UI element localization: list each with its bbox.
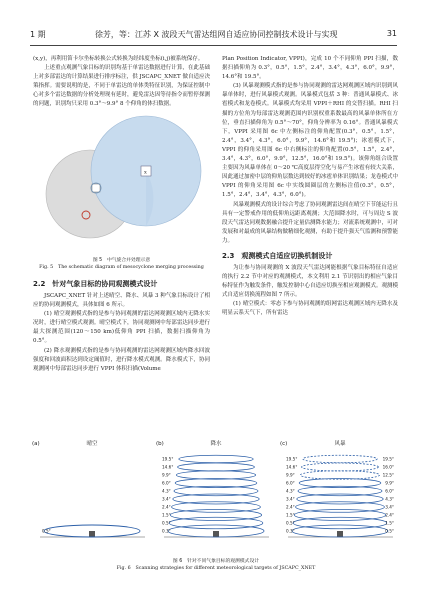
elevation-label: 1.5° <box>162 512 171 518</box>
elevation-label-left: 14.6° <box>286 464 298 470</box>
scan-ring <box>179 455 253 463</box>
elevation-label: 9.9° <box>162 472 171 478</box>
elevation-label: 0.3° <box>162 528 171 534</box>
scan-ring <box>300 471 379 480</box>
elevation-label-left: 19.5° <box>286 456 298 462</box>
section-heading-2-3: 2.3 观测模式自适应切换机制设计 <box>222 251 333 260</box>
elevation-label: 4.3° <box>162 488 171 494</box>
scan-ring <box>176 471 255 480</box>
panel-label: (b) <box>156 441 164 447</box>
radar-site-icon <box>213 531 219 537</box>
scan-ring <box>178 463 255 471</box>
panel-label: (a) <box>32 441 40 447</box>
header-rule <box>30 45 397 46</box>
panel-title: 降水 <box>210 441 222 447</box>
radar-site-icon <box>89 531 95 537</box>
page-number: 31 <box>386 29 397 38</box>
elevation-label-right: 1.5° <box>385 520 394 526</box>
elevation-label-right: 6.0° <box>385 488 394 494</box>
scan-ring <box>169 517 263 529</box>
paragraph: 为让参与协同观测的 X 波段天气雷达网能根据气象目标特征自适应的执行 2.2 节中对应的观测模式，本文利用 2.1 节识别出的相应气象目标特征作为触发条件，触发控制中心自适应切换至相应观测模式。观测模式自适应切换流程如图 7 所示。 <box>222 264 399 299</box>
figure-6 <box>30 437 402 555</box>
paragraph: 上述重点观测气象目标的识别均基于单雷达数据进行计算，在此基础上对多部雷达的计算结果进行排序标注，供 JSCAPC_XNET 做自适应决策指挥。需要说明的是，不同于单雷达的单体类特征识别，为保证控制中心对多个雷达数据的分析处理现有延时，避免雷达因等待指令而暂停探测的问题，识别均只采用 0.3°～9.9° 8 个仰角的体扫数据。 <box>33 65 210 108</box>
section-heading-2-2: 2.2 针对气象目标的协同观测模式设计 <box>33 280 158 288</box>
figure-5 <box>34 111 206 253</box>
elevation-label-right: 0.5° <box>385 528 394 534</box>
paragraph: (x,y)，再利用笛卡尔坐标转换公式转换为经纬度坐标(i,j)被系统保存。 <box>33 56 204 62</box>
figure-5-caption-en: Fig. 5 The schematic diagram of mesocyclone merging processing <box>39 265 204 270</box>
scan-ring <box>303 455 377 463</box>
elevation-label-left: 6.0° <box>286 480 295 486</box>
elevation-label-right: 4.3° <box>385 496 394 502</box>
panel-title: 风暴 <box>334 441 346 447</box>
svg-text:x: x <box>144 169 147 176</box>
figure-6-caption-zh: 图 6 针对不同气象目标的观测模式设计 <box>172 559 260 564</box>
elevation-label: 2.4° <box>162 504 171 510</box>
scan-ring <box>293 517 387 529</box>
elevation-label-left: 0.5° <box>286 520 295 526</box>
left-column-lower <box>33 274 210 374</box>
issue-number: 1 期 <box>30 30 46 39</box>
elevation-label-left: 1.5° <box>286 512 295 518</box>
paragraph: (1) 晴空模式：零态下参与协同观测的组网雷达观测区域内无降水及明显云系天气下，所有雷达 <box>222 301 398 317</box>
paragraph: (3) 风暴观测模式指的是参与协同观测的雷达网观测区域内识别到风暴单体时，进行风暴模式观测。风暴模式包括 3 种：普通风暴模式、冰雹模式和龙卷模式。风暴模式均采用 VPPI＋RHI 的交替扫描。RHI 扫描的方位角为每部雷达观测范围内识别权重系数最高的风暴单体所在方位，垂直扫描仰角为 0.5°～70°，仰角分辨率为 0.16°。普通风暴模式下，VPPI 采用图 6c 中左侧标注的仰角配置(0.3°，0.5°，1.5°，2.4°，3.4°，4.3°，6.0°，9.9°，14.6°和 19.5°)；冰雹模式下，VPPI 的仰角采用图 6c 中右侧标注的仰角配置(0.5°，1.5°，2.4°，3.4°，4.3°，6.0°，9.9°，12.5°，16.0°和 19.5°)。该仰角组合设置主要因为风暴单体在 0～20 ℃高度层得空化与易产生冰雹有较大关系，因此通过加密中层的仰角层数达到较好的冰雹单体识别结果；龙卷模式中 VPPI 的仰角采用图 6c 中实线圆圈层的左侧标注值(0.3°，0.5°，1.5°，2.4°，3.4°，4.3°，6.0°)。 <box>222 83 399 199</box>
elevation-label-left: 2.4° <box>286 504 295 510</box>
elevation-label-right: 19.5° <box>382 456 394 462</box>
paragraph: JSCAPC_XNET 针对上述晴空、降水、风暴 3 种气象目标设计了相应的协同观测模式，具体如图 6 所示。 <box>33 293 210 309</box>
scan-ring <box>302 463 379 471</box>
page-header <box>30 29 397 41</box>
left-column <box>33 55 210 110</box>
figure-5-caption-zh: 图 5 中气旋合并处理示意 <box>92 258 151 263</box>
elevation-label: 3.4° <box>162 496 171 502</box>
elevation-label: 14.6° <box>162 464 174 470</box>
elevation-label-left: 9.9° <box>286 472 295 478</box>
elevation-label: 0.5° <box>42 528 51 534</box>
paragraph: (2) 降水观测模式指的是参与协同观测的雷达网观测区域内降水回波强度和回波面积达到设定阈值时，进行降水模式观测。降水模式下，协同观测网中每部雷达同步进行 VPPI 体积扫描(Volume <box>33 347 210 372</box>
elevation-label: 6.0° <box>162 480 171 486</box>
mesocyclone-merge-diagram <box>34 111 206 253</box>
scan-strategy-diagram <box>30 437 402 555</box>
running-title: 徐芳，等：江苏 X 波段天气雷达组网自适应协同控制技术设计与实现 <box>94 30 338 39</box>
elevation-label-right: 3.4° <box>385 504 394 510</box>
panel-label: (c) <box>280 441 288 447</box>
elevation-label-left: 4.3° <box>286 488 295 494</box>
paragraph: Plan Position Indicator, VPPI)，完成 10 个不同仰角 PPI 扫描，数据扫描仰角为 0.3°，0.5°，1.5°，2.4°，3.4°，4.3°，6.0°，9.9°，14.6°和 19.5°。 <box>222 56 398 81</box>
radar-site-icon <box>337 531 343 537</box>
elevation-label-left: 3.4° <box>286 496 295 502</box>
elevation-label-right: 9.9° <box>385 480 394 486</box>
panel-title: 晴空 <box>86 441 98 447</box>
right-column <box>222 55 398 319</box>
figure-6-caption-en: Fig. 6 Scanning strategies for different meteorological targets of JSCAPC_XNET <box>116 566 316 571</box>
elevation-label-left: 0.3° <box>286 528 295 534</box>
elevation-label-right: 12.5° <box>382 472 394 478</box>
elevation-label: 0.5° <box>162 520 171 526</box>
paragraph: 风暴观测模式的设计综合考虑了协同观测雷达间在晴空下节能运行且具有一定警戒作用的低仰角远距离观测；大范围降水时，可与周边 S 波段天气雷达同观数据融合提升定量估测降水能力；对流系统观测中，可对发展和对最成的风暴结构做精细化观测，有助于提升强天气监测和预警能力。 <box>222 201 399 244</box>
paragraph: (1) 晴空观测模式指的是参与协同观测的雷达网观测区域内无降水实况时，进行晴空模式观测。晴空模式下，协同观测网中每部雷达同步进行最大探测范围(120～150 km)低仰角 PPI 扫描，数据扫描仰角为 0.5°。 <box>33 311 210 345</box>
elevation-label-right: 2.4° <box>385 512 394 518</box>
elevation-label-right: 16.0° <box>382 464 394 470</box>
elevation-label: 19.5° <box>162 456 174 462</box>
radar-site-icon <box>92 184 100 192</box>
